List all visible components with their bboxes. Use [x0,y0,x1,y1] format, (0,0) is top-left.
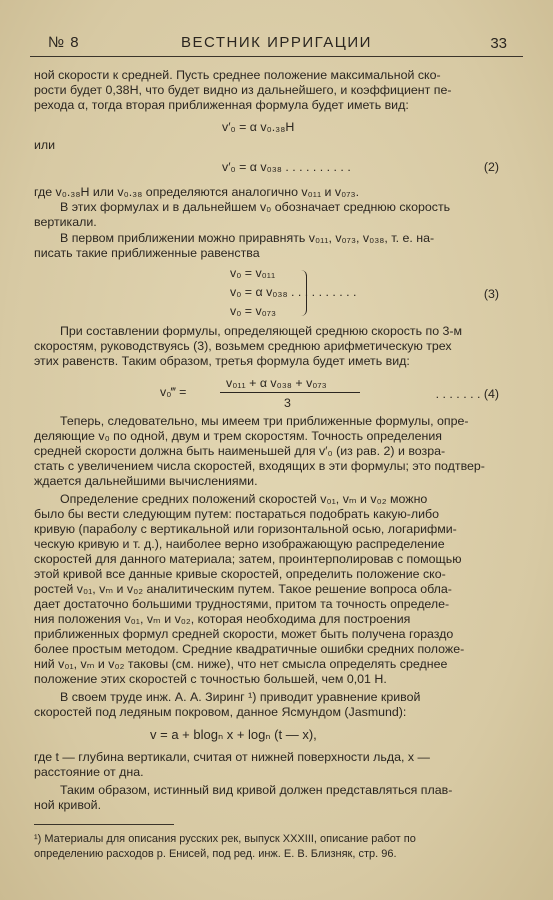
formula-jasmund: v = a + blogₙ x + logₙ (t — x), [150,727,317,742]
text-line: положение этих скоростей с точностью большей, чем 0,01 Н. [34,672,387,686]
text-line: или [34,138,56,152]
formula-4-denominator: 3 [284,396,291,410]
text-line: рехода α, тогда вторая приближенная формула будет иметь вид: [34,98,409,112]
page-number: 33 [490,35,507,52]
formula-4-lhs: v₀‴ = [160,385,187,399]
text-line: более простым методом. Средние квадратичные ошибки средних положе- [34,642,465,656]
journal-title: ВЕСТНИК ИРРИГАЦИИ [181,34,372,51]
text-line: средней скорости должна быть наименьшей для v′₀ (из рав. 2) и возра- [34,444,446,458]
text-line: скоростей под ледяным покровом, данное Ясмундом (Jasmund): [34,705,407,719]
text-line: было бы вести следующим путем: постараться подобрать какую-либо [34,507,440,521]
text-line: этих равенств. Таким образом, третья формула будет иметь вид: [34,354,410,368]
page-header [28,34,525,56]
text-line: Определение средних положений скоростей v₀₁, vₘ и v₀₂ можно [60,492,428,506]
text-line: ростей v₀₁, vₘ и v₀₂ аналитическим путем. Такое решение вопроса обла- [34,582,452,596]
text-line: кривую (параболу с вертикальной или горизонтальной осью, логарифми- [34,522,457,536]
text-line: Таким образом, истинный вид кривой должен представляться плав- [60,783,453,797]
text-line: расстояние от дна. [34,765,144,779]
text-line: Теперь, следовательно, мы имеем три приближенные формулы, опре- [60,414,469,428]
text-line: ждается дальнейшими вычислениями. [34,474,258,488]
equation-number: (3) [483,287,499,301]
system-row-3: v₀ = v₀₇₃ [230,304,277,318]
text-line: писать такие приближенные равенства [34,246,260,260]
text-line: вертикали. [34,215,97,229]
text-line: При составлении формулы, определяющей среднюю скорость по 3-м [60,324,463,338]
text-line: ной скорости к средней. Пусть среднее положение максимальной ско- [34,68,441,82]
system-row-2: v₀ = α v₀₃₈ . . . . . . . . . . [230,285,357,299]
text-line: приближенных формул средней скорости, может быть получена гораздо [34,627,454,641]
text-line: В этих формулах и в дальнейшем v₀ обозначает среднюю скорость [60,200,451,214]
text-line: дает достаточно большими трудностями, притом та точность определе- [34,597,450,611]
text-line: деляющие v₀ по одной, двум и трем скоростям. Точность определения [34,429,442,443]
system-brace [300,270,307,316]
equation-number: (2) [483,160,499,174]
formula-2: v′₀ = α v₀₃₈ . . . . . . . . . . [222,160,351,174]
issue-number: № 8 [48,34,80,51]
formula-4-numerator: v₀₁₁ + α v₀₃₈ + v₀₇₃ [226,376,327,390]
header-rule [30,56,523,57]
text-line: где t — глубина вертикали, считая от нижней поверхности льда, x — [34,750,430,764]
text-line: стать с увеличением числа скоростей, входящих в эти формулы; это подтвер- [34,459,485,473]
text-line: ческую кривую и т. д.), наиболее верно изображающую распределение [34,537,445,551]
text-line: рости будет 0,38Н, что будет видно из дальнейшего, и коэффициент пе- [34,83,452,97]
system-row-1: v₀ = v₀₁₁ [230,266,276,280]
footnote-line: ¹) Материалы для описания русских рек, выпуск XXXIII, описание работ по [34,833,416,845]
text-line: ной кривой. [34,798,102,812]
fraction-bar [220,392,360,393]
text-line: скоростям, руководствуясь (3), возьмем среднюю арифметическую трех [34,339,452,353]
footnote-rule [34,824,174,825]
formula-1: v′₀ = α v₀.₃₈Н [222,120,295,134]
text-line: В первом приближении можно приравнять v₀₁₁, v₀₇₃, v₀₃₈, т. е. на- [60,231,435,245]
footnote-line: определению расходов р. Енисей, под ред. инж. Е. В. Близняк, стр. 96. [34,848,397,860]
text-line: скоростей для данного материала; затем, проинтерполировав с помощью [34,552,462,566]
text-line: В своем труде инж. А. А. Зиринг ¹) приводит уравнение кривой [60,690,421,704]
text-line: ния положения v₀₁, vₘ и v₀₂, которая необходима для построения [34,612,411,626]
text-line: где v₀.₃₈Н или v₀.₃₈ определяются аналогично v₀₁₁ и v₀₇₃. [34,185,360,199]
text-line: ний v₀₁, vₘ и v₀₂ таковы (см. ниже), что нет смысла определять среднее [34,657,448,671]
text-line: этой кривой все данные кривые скоростей, определить положение ско- [34,567,446,581]
equation-number: . . . . . . . (4) [435,387,499,401]
